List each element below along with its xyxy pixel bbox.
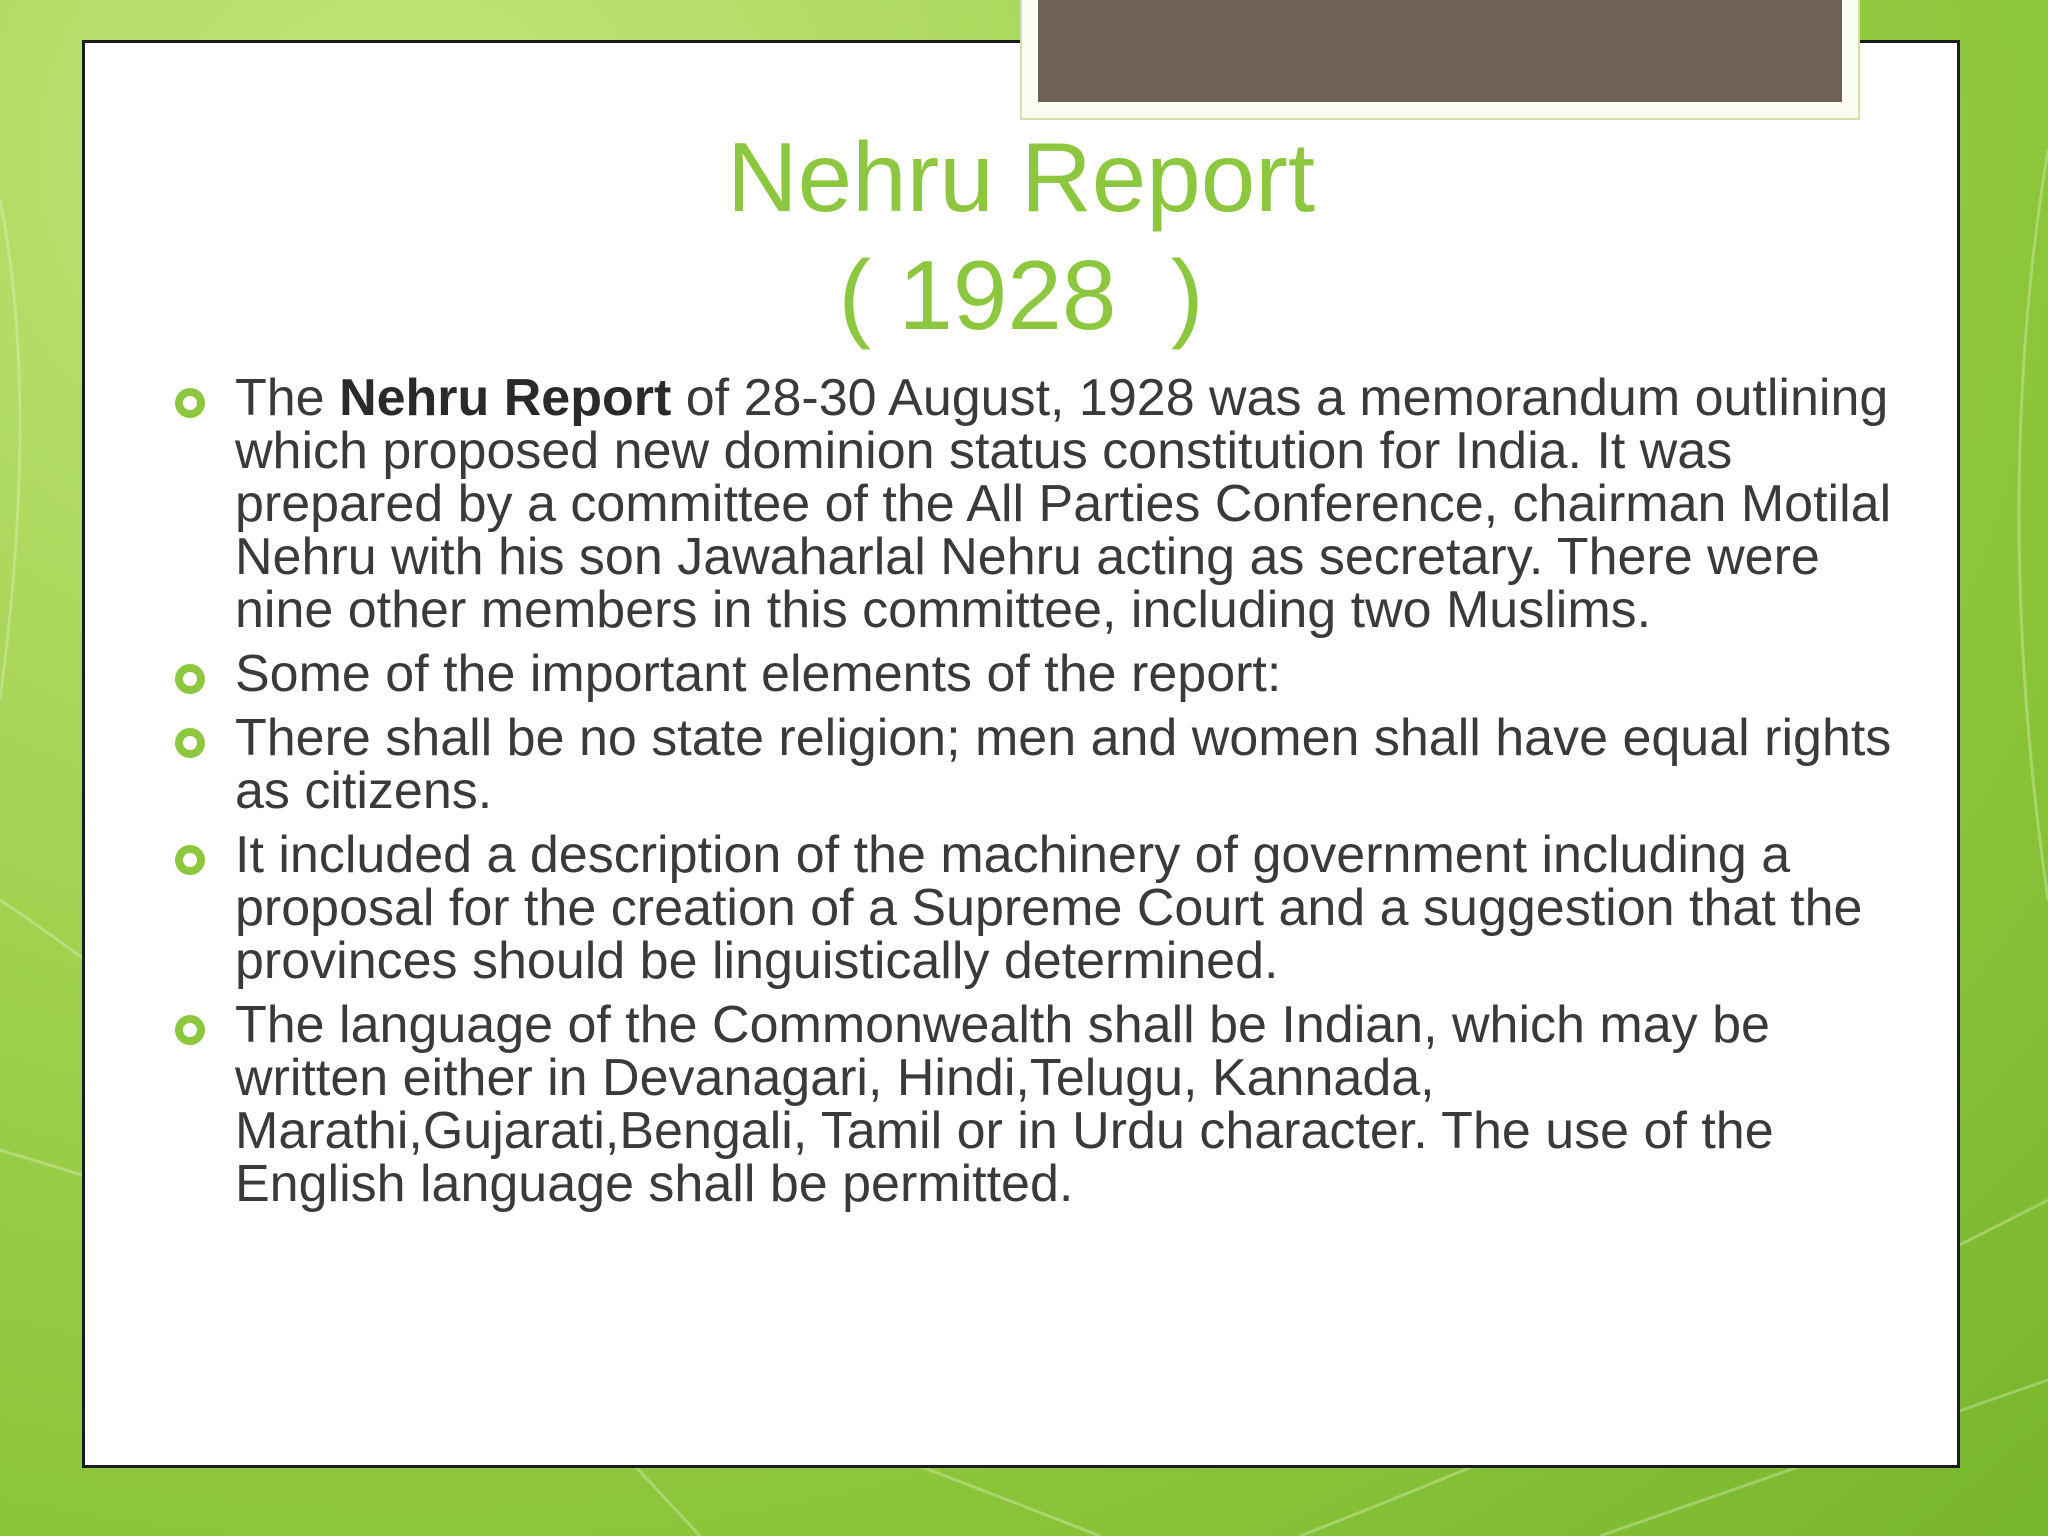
header-tab [1020, 0, 1860, 120]
bullet-list [235, 369, 1915, 1222]
bullet-item [235, 826, 1915, 990]
hollow-circle-bullet-icon [175, 845, 205, 875]
bullet-item [235, 645, 1915, 703]
hollow-circle-bullet-icon [175, 1015, 205, 1045]
title-line-2: ( 1928 ) [838, 240, 1204, 350]
hollow-circle-bullet-icon [175, 664, 205, 694]
header-bar [1038, 0, 1842, 102]
bullet-text: It included a description of the machinery of government including a proposal for the creation of a Supreme Court and a suggestion that the provinces should be linguistically determined. [235, 826, 1863, 990]
bullet-text: The language of the Commonwealth shall be Indian, which may be written either in Devanagari, Hindi,Telugu, Kannada, Marathi,Gujarati,Bengali, Tamil or in Urdu character. The use of the English language shall be permitted. [235, 996, 1774, 1213]
bullet-text: of 28-30 August, 1928 was a memorandum outlining which proposed new dominion status constitution for India. It was prepared by a committee of the All Parties Conference, chairman Motilal Nehru with his son Jawaharlal Nehru acting as secretary. There were nine other members in this committee, including two Muslims. [235, 369, 1892, 639]
bullet-item [235, 369, 1915, 639]
hollow-circle-bullet-icon [175, 728, 205, 758]
bullet-text: Some of the important elements of the report: [235, 645, 1282, 703]
bullet-item [235, 996, 1915, 1213]
bullet-text: There shall be no state religion; men and women shall have equal rights as citizens. [235, 709, 1892, 820]
bullet-text: The [235, 369, 340, 427]
bullet-item [235, 709, 1915, 820]
title-line-1: Nehru Report [726, 122, 1316, 232]
bullet-bold-text: Nehru Report [339, 369, 672, 427]
slide-title [82, 118, 1960, 354]
hollow-circle-bullet-icon [175, 388, 205, 418]
